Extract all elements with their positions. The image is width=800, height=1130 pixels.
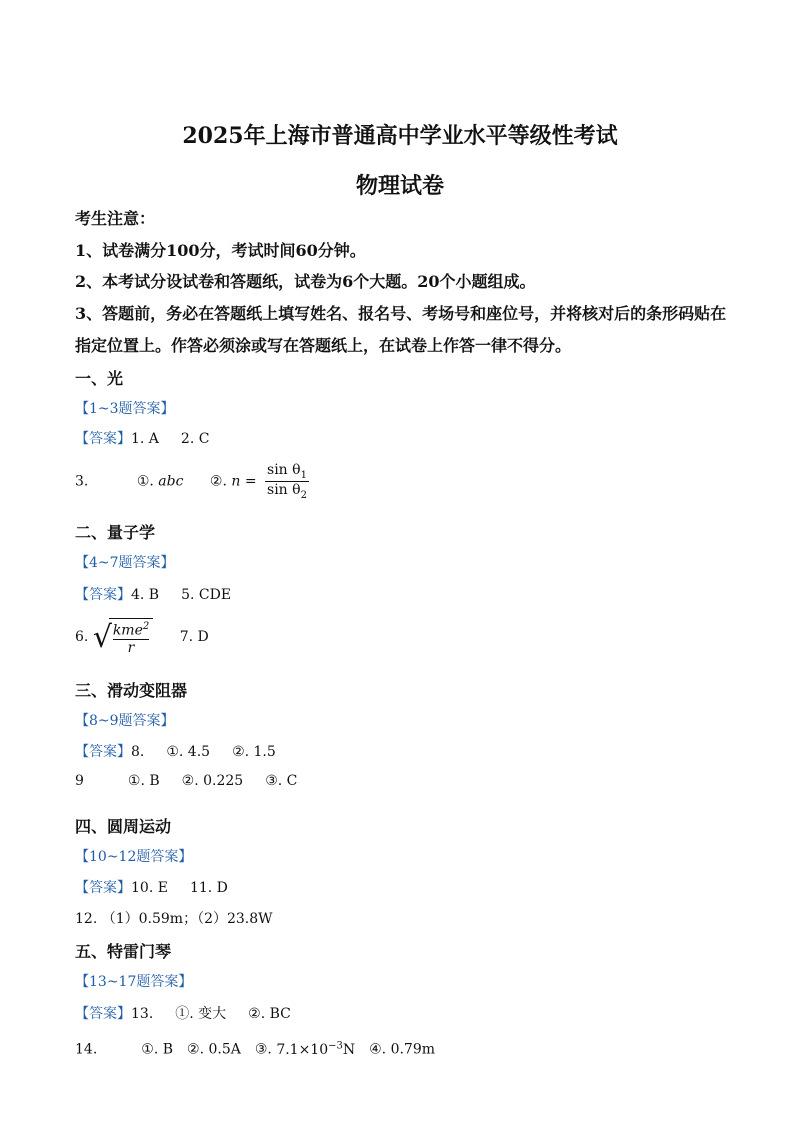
answer-label: 【答案】 [75,744,131,760]
formula-denominator-sub: 2 [300,489,307,501]
answer-range-4: 【10~12题答案】 [75,849,193,865]
section-heading-4: 四、圆周运动 [75,817,172,836]
answer-range-1: 【1~3题答案】 [75,401,175,417]
sqrt-expression [93,618,153,656]
question-number-9: 9 [75,773,84,789]
answer-14-part-3-label: ③. [254,1041,272,1058]
exam-title: 2025年上海市普通高中学业水平等级性考试 [182,123,618,149]
answer-row-9 [75,773,297,789]
answer-3-part-1: abc [158,473,184,490]
answer-14-part-3 [276,1042,355,1058]
formula-denominator: sin θ [267,481,301,498]
answer-14-part-4: ④. 0.79m [369,1041,436,1058]
notice-heading: 考生注意： [75,209,156,228]
question-number-14: 14. [75,1041,98,1058]
question-number-13: 13. [131,1006,154,1022]
answer-4: 4. B [131,587,160,603]
section-heading-3: 三、滑动变阻器 [75,681,188,700]
answer-row-10 [75,877,228,897]
answer-row-14 [75,1040,435,1058]
answer-14-part-3-exp: −3 [328,1040,343,1051]
answer-row-8 [75,741,276,761]
answer-label: 【答案】 [75,431,131,447]
answer-9-part-3: ③. C [265,773,298,789]
question-number-8: 8. [131,744,145,760]
section-heading-5: 五、特雷门琴 [75,942,172,961]
question-number-6: 6. [75,628,89,645]
notice-item-3-cont: 指定位置上。作答必须涂或写在答题纸上，在试卷上作答一律不得分。 [75,336,572,355]
refraction-formula [265,462,309,501]
answer-14-part-3-unit: N [342,1041,356,1058]
section-heading-1: 一、光 [75,369,124,388]
answer-9-part-1: ①. B [127,773,160,789]
answer-label: 【答案】 [75,587,131,603]
answer-5: 5. CDE [181,587,232,603]
answer-7: 7. D [179,628,209,645]
answer-10: 10. E [131,880,168,896]
notice-item-1: 1、试卷满分100分，考试时间60分钟。 [75,241,366,260]
formula-numerator: sin θ [267,462,301,478]
answer-14-part-1: ①. B [141,1041,174,1058]
formula-lhs: n = [231,473,257,490]
answer-13-part-1: ①. 变大 [175,1006,227,1022]
answer-2: 2. C [180,431,210,447]
answer-row-3 [75,462,309,501]
answer-row-6 [75,618,209,656]
answer-3-part-2-label: ②. [209,473,227,490]
answer-8-part-2: ②. 1.5 [232,744,276,760]
answer-row-12: 12. （1）0.59m；（2）23.8W [75,911,273,927]
radical-sign-icon: √ [92,620,112,655]
answer-range-3: 【8~9题答案】 [75,713,175,729]
sqrt-numerator-sup: 2 [142,621,150,632]
answer-label: 【答案】 [75,880,131,896]
answer-1: 1. A [131,431,159,447]
answer-row-1 [75,428,209,448]
answer-14-part-2: ②. 0.5A [187,1041,241,1058]
answer-9-part-2: ②. 0.225 [181,773,244,789]
notice-item-2: 2、本考试分设试卷和答题纸，试卷为6个大题。20个小题组成。 [75,272,536,291]
section-heading-2: 二、量子学 [75,523,156,542]
formula-numerator-sub: 1 [300,469,307,481]
notice-item-3: 3、答题前，务必在答题纸上填写姓名、报名号、考场号和座位号，并将核对后的条形码贴在 [75,304,727,323]
sqrt-numerator: kme [112,622,143,639]
answer-label: 【答案】 [75,1006,131,1022]
answer-13-part-2: ②. BC [248,1006,291,1022]
answer-row-4 [75,584,231,604]
answer-14-part-3-base: 7.1×10 [276,1041,329,1058]
answer-3-part-1-label: ①. [136,473,154,490]
answer-8-part-1: ①. 4.5 [166,744,211,760]
answer-range-5: 【13~17题答案】 [75,974,193,990]
answer-row-13 [75,1003,291,1023]
exam-subtitle: 物理试卷 [355,173,444,199]
answer-11: 11. D [189,880,228,896]
question-number-3: 3. [75,473,89,490]
answer-range-2: 【4~7题答案】 [75,555,175,571]
sqrt-denominator: r [127,639,135,656]
